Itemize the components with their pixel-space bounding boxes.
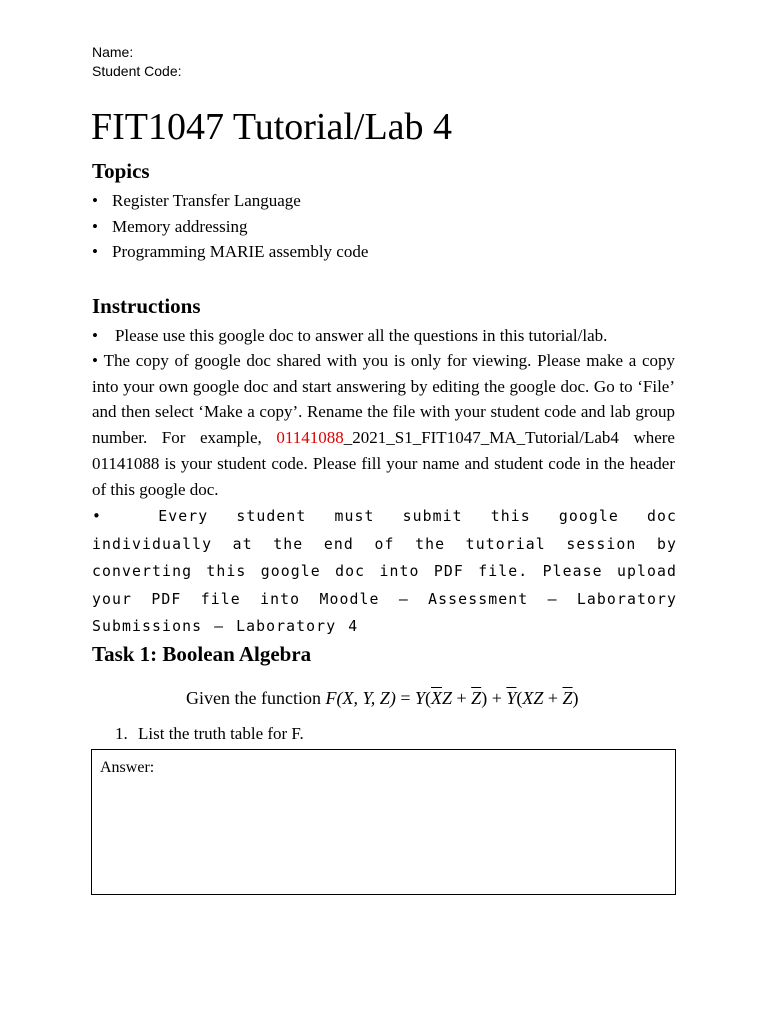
bullet-icon: • [92,242,98,261]
formula-plus: + [452,688,472,708]
question-1 [115,722,304,746]
bullet-icon: • [92,216,98,236]
answer-box[interactable] [91,749,676,895]
topic-item-text: Memory addressing [112,216,248,236]
bullet-icon: • [92,351,98,370]
task1-heading: Task 1: Boolean Algebra [92,642,312,666]
student-code-label: Student Code: [92,63,182,79]
topic-item [92,239,368,265]
boolean-function-formula [186,684,579,712]
answer-label: Answer: [100,759,155,776]
formula-x-bar: $\overline{X}$ [431,688,442,708]
instruction-item-2 [92,348,675,502]
example-student-code: 01141088 [276,428,344,448]
bullet-icon: • [92,326,98,345]
topic-item-text: Programming MARIE assembly code [112,242,369,261]
instruction-item-3-text: Every student must submit this google doc individually at the end of the tutorial session by converting this google doc into PDF file. Please upload your PDF file into Moodle – Assessment – Laboratory Submissions – Laboratory 4 [92,508,677,635]
formula-xz: XZ [522,688,544,708]
topic-item [92,188,368,214]
formula-plus-2: + [487,688,507,708]
page-title: FIT1047 Tutorial/Lab 4 [91,106,453,148]
formula-y: Y [414,688,425,708]
instruction-item-1 [92,323,675,349]
instruction-item-1-text: Please use this google doc to answer all the questions in this tutorial/lab. [114,326,608,345]
instruction-item-2-text-start: The copy of google doc shared with you is only for viewing. Please make a copy into your own google doc and start answering by editing the google doc. Go to ‘File’ and then select ‘Make a copy’. Rename the file with your student code and lab group number. For example, [92,351,676,448]
formula-open-paren-2: ( [516,688,523,708]
document-header [92,43,182,81]
formula-close-paren-2: ) [572,688,579,708]
topics-list [92,188,368,265]
topic-item-text: Register Transfer Language [112,191,301,210]
formula-y-bar: $\overline{Y}$ [506,688,517,708]
formula-z: Z [442,688,453,708]
formula-z-bar-2: $\overline{Z}$ [562,688,573,708]
formula-open-paren: ( [425,688,431,708]
formula-z-bar: $\overline{Z}$ [471,688,482,708]
instruction-item-3 [92,503,677,641]
topics-heading: Topics [92,159,150,183]
name-label: Name: [92,44,134,60]
formula-prefix: Given the function [186,688,326,708]
formula-lhs: F(X, Y, Z) [325,688,396,708]
formula-equals: = [395,688,415,708]
question-text: List the truth table for F. [138,724,304,743]
instruction-item-2-text-end: _2021_S1_FIT1047_MA_Tutorial/Lab4 where 01141088 is your student code. Please fill your name and student code in the header of this google doc. [92,428,675,499]
question-number: 1. [115,724,128,743]
topic-item [92,214,368,240]
instructions-heading: Instructions [92,294,201,318]
formula-close-paren: ) [481,688,488,708]
bullet-icon: • [92,191,98,210]
formula-plus-3: + [543,688,563,708]
bullet-icon: • [92,508,103,525]
